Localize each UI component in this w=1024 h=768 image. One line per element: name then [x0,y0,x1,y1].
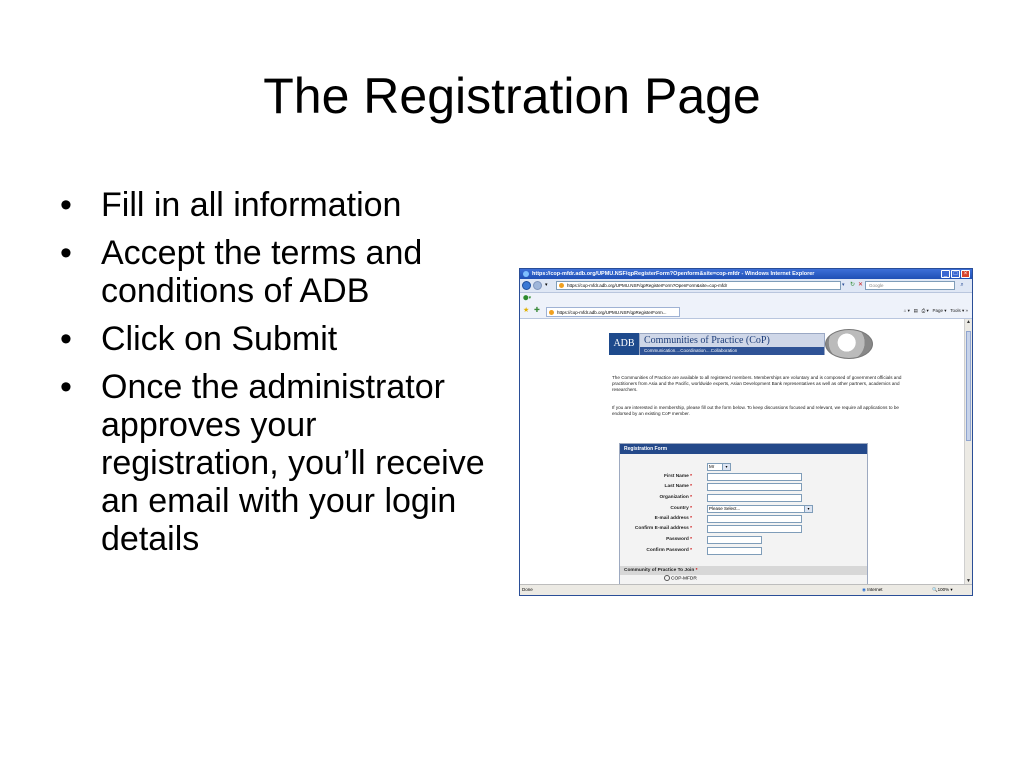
community-section-header: Community of Practice To Join * [620,566,867,575]
search-icon[interactable]: ⌕ [960,282,964,288]
country-value: Please Select... [709,506,741,511]
scroll-down-icon[interactable]: ▼ [966,578,971,584]
forward-button[interactable] [533,281,542,290]
adb-logo: ADB [609,333,639,355]
community-option[interactable] [664,575,697,583]
ie-logo-icon [523,271,529,277]
membership-paragraph: If you are interested in membership, please fill out the form below. To keep discussions focused and relevant, we require all applications to be endorsed by an existing CoP member. [612,405,899,417]
salutation-value: Mr [709,464,715,469]
first-name-field[interactable] [707,473,802,481]
last-name-field[interactable] [707,483,802,491]
page-menu-button[interactable]: Page ▾ [932,308,947,313]
command-bar: ⌂ ▾ ▤ ⎙ ▾ Page ▾ Tools ▾ » [903,308,968,313]
registration-form-header: Registration Form [620,444,867,454]
salutation-select[interactable] [707,463,731,471]
bullet-item [60,186,500,224]
close-button[interactable]: × [961,270,970,278]
confirm-password-field[interactable] [707,547,762,555]
bullet-text: Fill in all information [101,186,402,224]
confirm-email-field[interactable] [707,525,802,533]
add-favorites-icon[interactable]: ✚ [534,307,540,314]
browser-window-screenshot [519,268,973,596]
slide-title: The Registration Page [263,68,761,124]
bullet-item [60,368,500,558]
bullet-list [60,186,500,568]
url-field[interactable] [556,281,841,290]
zoom-icon: 🔍 [932,587,938,592]
browser-title-bar [520,269,972,279]
organization-field[interactable] [707,494,802,502]
bullet-item [60,320,500,358]
tools-menu-label: Tools [950,308,961,313]
tools-menu-button[interactable]: Tools ▾ [950,308,965,313]
web-page-content [521,319,964,585]
bullet-text: Accept the terms and conditions of ADB [101,234,423,310]
bullet-text: Click on Submit [101,320,338,358]
bullet-marker: • [60,234,72,272]
bullet-item [60,234,500,310]
password-label: Password * [666,537,692,542]
history-dropdown-icon[interactable]: ▾ [545,282,548,288]
minimize-button[interactable]: _ [941,270,950,278]
feeds-button-icon[interactable]: ▤ [913,308,918,313]
cop-banner [639,333,825,355]
zoom-level[interactable]: 🔍100% ▾ [932,587,953,592]
confirm-password-label: Confirm Password * [646,548,692,553]
home-icon[interactable]: ⌂ [903,308,907,313]
internet-zone-icon: ◉ [862,587,866,592]
scroll-up-icon[interactable]: ▲ [966,319,971,325]
bullet-marker: • [60,320,72,358]
page-menu-label: Page [932,308,944,313]
password-field[interactable] [707,536,762,544]
tab-favicon-icon [549,310,554,315]
organization-label: Organization * [659,495,692,500]
search-placeholder: Google [869,283,884,288]
vertical-scrollbar[interactable] [964,319,972,585]
tab-label: https://cop-mfdr.adb.org/UPMU.NSF/qpRegisterForm... [557,310,667,315]
email-field[interactable] [707,515,802,523]
tab-row [520,304,972,319]
address-bar [520,279,972,293]
last-name-label: Last Name * [664,484,692,489]
status-text: Done [522,587,533,592]
bullet-text: Once the administrator approves your registration, you’ll receive an email with your login details [101,368,485,558]
url-dropdown-icon[interactable]: ▾ [842,282,845,288]
refresh-icon[interactable]: ↻ [850,282,856,288]
confirm-email-label: Confirm E-mail address * [634,526,692,531]
status-bar [520,584,972,595]
cop-banner-subtitle: Communication....Coordination....Collaboration [640,347,824,355]
favorites-star-icon[interactable]: ★ [523,307,530,314]
bullet-marker: • [60,186,72,224]
maximize-button[interactable]: □ [951,270,960,278]
back-button[interactable] [522,281,531,290]
browser-window-title: https://cop-mfdr.adb.org/UPMU.NSF/qpRegisterForm?Openform&site=cop-mfdr - Windows Internet Explorer [532,271,815,277]
intro-paragraph: The Communities of Practice are available to all registered members. Memberships are voluntary and is composed of government officials and practitioners from Asia and the Pacific, worldwide experts, Asian Development Bank representatives as well as other partners, academics and researchers. [612,375,902,393]
globe-handshake-icon [825,329,873,359]
chevron-down-icon: ▾ [722,464,730,470]
browser-tab[interactable] [546,307,680,317]
bullet-marker: • [60,368,72,406]
cop-banner-title: Communities of Practice (CoP) [644,335,770,346]
stop-icon[interactable]: ✕ [858,282,864,288]
zone-indicator: ◉ Internet [862,587,883,592]
email-label: E-mail address * [654,516,692,521]
first-name-label: First Name * [663,474,692,479]
community-option-label: COP-MFDR [671,576,697,582]
feeds-icon[interactable]: ⬤▾ [523,295,532,301]
radio-button[interactable] [664,575,670,581]
print-icon[interactable]: ⎙ [921,308,926,313]
chevron-down-icon: ▾ [804,506,812,512]
url-text: https://cop-mfdr.adb.org/UPMU.NSF/qpRegisterForm?OpenForm&site=cop-mfdr [567,283,728,288]
site-icon [559,283,564,288]
registration-form [619,443,868,585]
scrollbar-thumb[interactable] [966,331,971,441]
menu-row [520,293,972,304]
country-label: Country * [670,506,692,511]
search-input[interactable] [865,281,955,290]
country-select[interactable] [707,505,813,513]
